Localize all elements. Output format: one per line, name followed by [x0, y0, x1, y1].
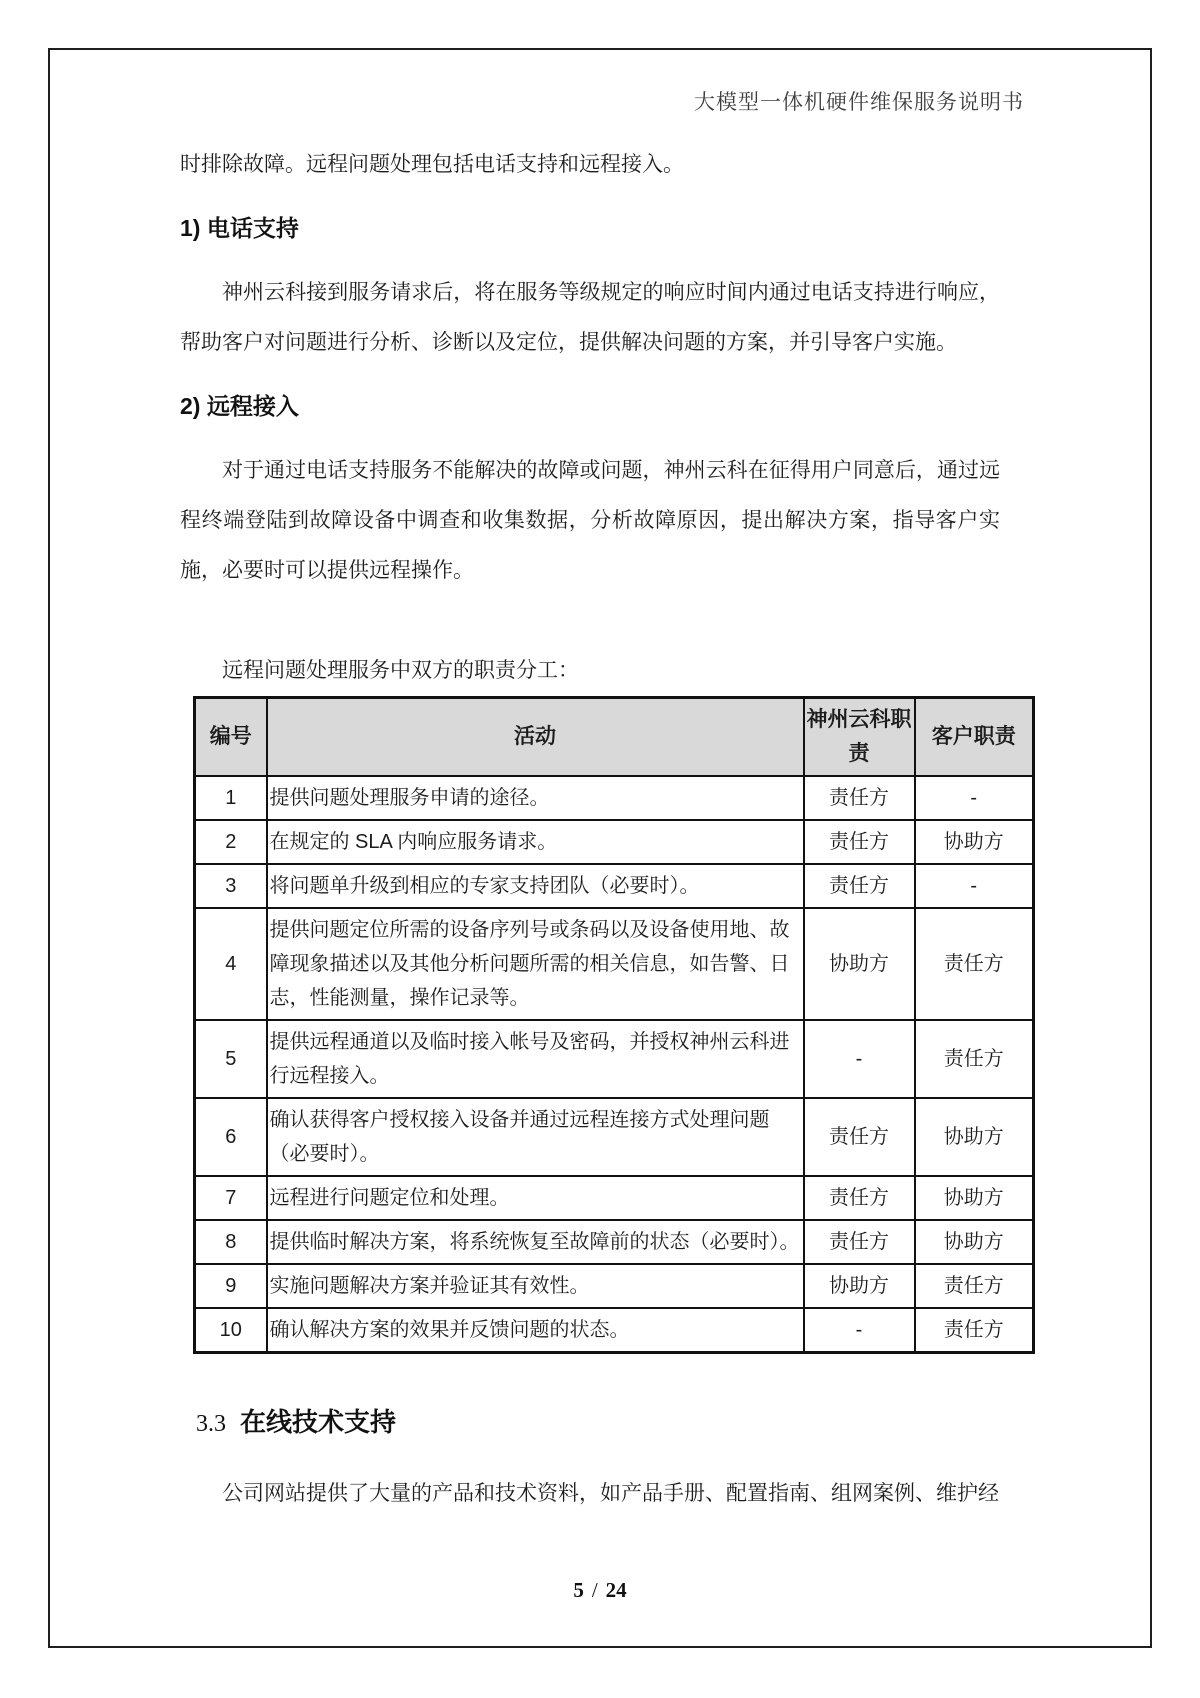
table-cell-activity: 确认获得客户授权接入设备并通过远程连接方式处理问题（必要时）。	[267, 1098, 804, 1176]
table-cell-no: 3	[195, 864, 267, 908]
table-cell-no: 5	[195, 1020, 267, 1098]
responsibility-table-body	[195, 776, 1034, 1353]
table-cell-no: 4	[195, 908, 267, 1020]
table-cell-vendor: 责任方	[804, 864, 915, 908]
table-cell-vendor: 协助方	[804, 908, 915, 1020]
table-row	[195, 776, 1034, 820]
footer-separator: /	[591, 1578, 598, 1602]
column-header-customer: 客户职责	[915, 698, 1034, 777]
table-cell-no: 1	[195, 776, 267, 820]
table-cell-customer: 协助方	[915, 1220, 1034, 1264]
section-3-3-number: 3.3	[196, 1411, 226, 1437]
page-footer	[0, 1578, 1200, 1603]
table-cell-activity: 提供问题定位所需的设备序列号或条码以及设备使用地、故障现象描述以及其他分析问题所需的相关信息，如告警、日志，性能测量，操作记录等。	[267, 908, 804, 1020]
table-cell-vendor: 责任方	[804, 1220, 915, 1264]
table-cell-customer: -	[915, 864, 1034, 908]
table-row	[195, 1264, 1034, 1308]
table-cell-no: 2	[195, 820, 267, 864]
table-cell-activity: 远程进行问题定位和处理。	[267, 1176, 804, 1220]
table-cell-customer: 责任方	[915, 1264, 1034, 1308]
online-support-paragraph: 公司网站提供了大量的产品和技术资料，如产品手册、配置指南、组网案例、维护经	[222, 1482, 999, 1505]
responsibility-table-header	[195, 698, 1034, 777]
table-cell-vendor: -	[804, 1308, 915, 1353]
footer-current-page: 5	[573, 1578, 584, 1602]
table-cell-activity: 实施问题解决方案并验证其有效性。	[267, 1264, 804, 1308]
table-cell-activity: 提供远程通道以及临时接入帐号及密码，并授权神州云科进行远程接入。	[267, 1020, 804, 1098]
table-cell-customer: 责任方	[915, 908, 1034, 1020]
column-header-vendor: 神州云科职责	[804, 698, 915, 777]
table-cell-activity: 将问题单升级到相应的专家支持团队（必要时）。	[267, 864, 804, 908]
table-cell-vendor: 责任方	[804, 820, 915, 864]
column-header-activity: 活动	[267, 698, 804, 777]
remote-access-paragraph: 对于通过电话支持服务不能解决的故障或问题，神州云科在征得用户同意后，通过远程终端登陆到故障设备中调查和收集数据，分析故障原因，提出解决方案，指导客户实施，必要时可以提供远程操作。	[180, 459, 1000, 582]
page-content	[180, 140, 1016, 1519]
responsibility-table-wrap	[193, 696, 1032, 1354]
section-heading-remote-access: 2) 远程接入	[180, 393, 299, 419]
table-header-row	[195, 698, 1034, 777]
table-cell-customer: -	[915, 776, 1034, 820]
table-cell-activity: 在规定的 SLA 内响应服务请求。	[267, 820, 804, 864]
footer-total-pages: 24	[605, 1578, 627, 1602]
table-cell-activity: 提供问题处理服务申请的途径。	[267, 776, 804, 820]
table-cell-no: 9	[195, 1264, 267, 1308]
table-cell-no: 10	[195, 1308, 267, 1353]
table-row	[195, 1020, 1034, 1098]
table-row	[195, 820, 1034, 864]
table-row	[195, 1220, 1034, 1264]
table-row	[195, 1308, 1034, 1353]
table-cell-activity: 确认解决方案的效果并反馈问题的状态。	[267, 1308, 804, 1353]
table-cell-customer: 责任方	[915, 1020, 1034, 1098]
document-header-title: 大模型一体机硬件维保服务说明书	[694, 90, 1024, 114]
table-cell-no: 6	[195, 1098, 267, 1176]
table-cell-vendor: 责任方	[804, 776, 915, 820]
table-cell-vendor: -	[804, 1020, 915, 1098]
phone-support-paragraph: 神州云科接到服务请求后，将在服务等级规定的响应时间内通过电话支持进行响应，帮助客户对问题进行分析、诊断以及定位，提供解决问题的方案，并引导客户实施。	[180, 281, 1000, 354]
table-cell-no: 8	[195, 1220, 267, 1264]
table-cell-activity: 提供临时解决方案，将系统恢复至故障前的状态（必要时）。	[267, 1220, 804, 1264]
intro-continuation-paragraph: 时排除故障。远程问题处理包括电话支持和远程接入。	[180, 153, 684, 176]
section-heading-phone-support: 1) 电话支持	[180, 215, 299, 241]
table-row	[195, 1098, 1034, 1176]
table-cell-vendor: 责任方	[804, 1176, 915, 1220]
section-3-3-heading	[196, 1402, 1000, 1439]
table-row	[195, 1176, 1034, 1220]
table-cell-vendor: 责任方	[804, 1098, 915, 1176]
table-row	[195, 908, 1034, 1020]
table-cell-customer: 责任方	[915, 1308, 1034, 1353]
responsibility-table	[193, 696, 1035, 1354]
table-cell-vendor: 协助方	[804, 1264, 915, 1308]
table-cell-customer: 协助方	[915, 820, 1034, 864]
table-row	[195, 864, 1034, 908]
table-cell-customer: 协助方	[915, 1176, 1034, 1220]
table-cell-customer: 协助方	[915, 1098, 1034, 1176]
section-3-3-title: 在线技术支持	[240, 1407, 397, 1437]
responsibility-table-lead: 远程问题处理服务中双方的职责分工：	[222, 659, 579, 682]
column-header-number: 编号	[195, 698, 267, 777]
table-cell-no: 7	[195, 1176, 267, 1220]
